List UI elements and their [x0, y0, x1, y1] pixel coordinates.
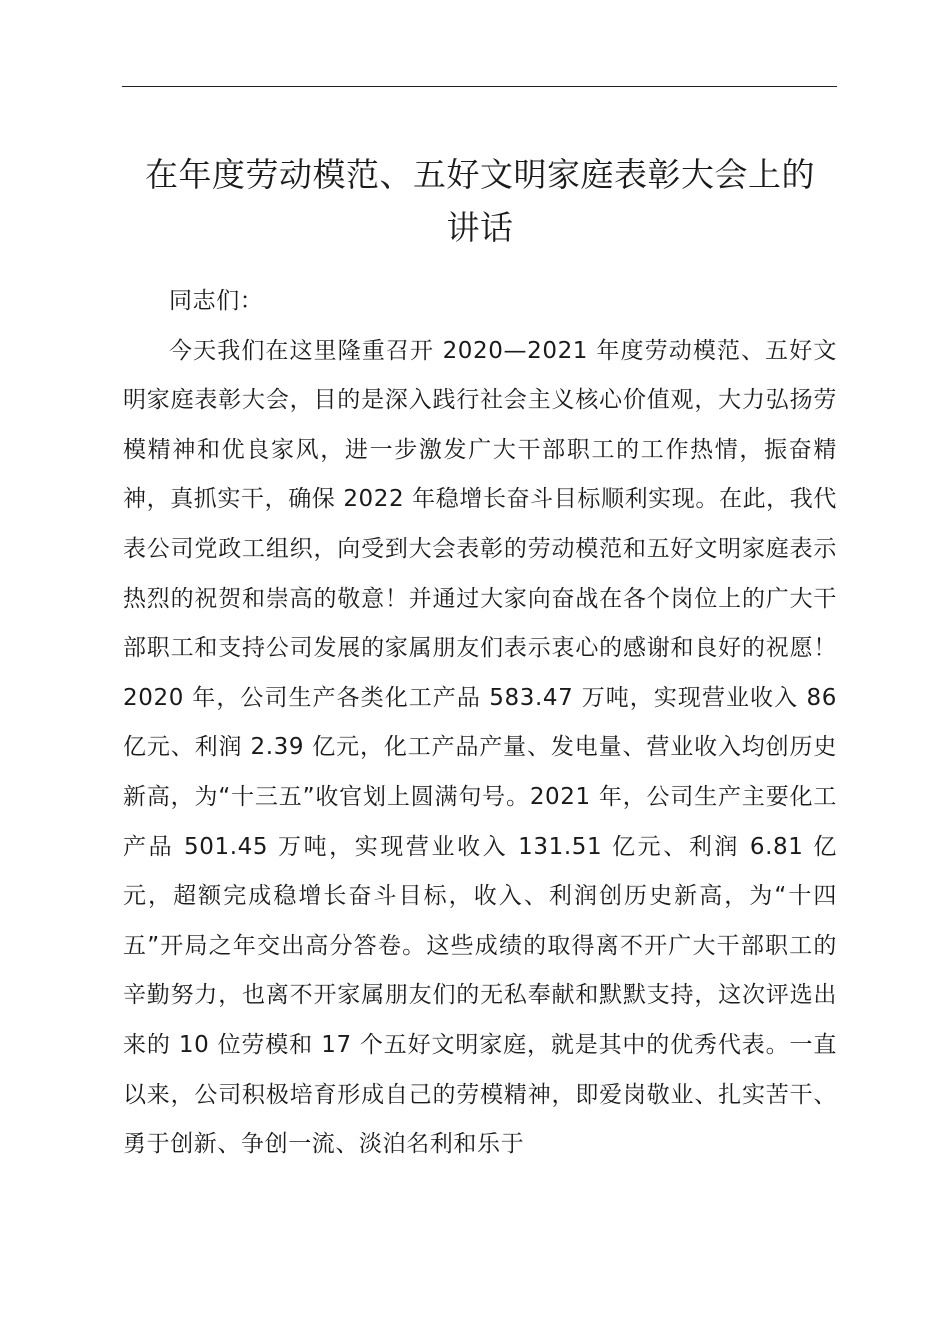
header-rule	[122, 86, 837, 87]
title-line-1: 在年度劳动模范、五好文明家庭表彰大会上的	[145, 155, 815, 194]
document-body	[123, 277, 837, 1170]
body-paragraph: 今天我们在这里隆重召开 2020—2021 年度劳动模范、五好文明家庭表彰大会，目的是深入践行社会主义核心价值观，大力弘扬劳模精神和优良家风，进一步激发广大干部职工的工作热情，振奋精神，真抓实干，确保 2022 年稳增长奋斗目标顺利实现。在此，我代表公司党政工组织，向受到大会表彰的劳动模范和五好文明家庭表示热烈的祝贺和崇高的敬意！并通过大家向奋战在各个岗位上的广大干部职工和支持公司发展的家属朋友们表示衷心的感谢和良好的祝愿！2020 年，公司生产各类化工产品 583.47 万吨，实现营业收入 86 亿元、利润 2.39 亿元，化工产品产量、发电量、营业收入均创历史新高，为“十三五”收官划上圆满句号。2021 年，公司生产主要化工产品 501.45 万吨，实现营业收入 131.51 亿元、利润 6.81 亿元，超额完成稳增长奋斗目标，收入、利润创历史新高，为“十四五”开局之年交出高分答卷。这些成绩的取得离不开广大干部职工的辛勤努力，也离不开家属朋友们的无私奉献和默默支持，这次评选出来的 10 位劳模和 17 个五好文明家庭，就是其中的优秀代表。一直以来，公司积极培育形成自己的劳模精神，即爱岗敬业、扎实苦干、勇于创新、争创一流、淡泊名利和乐于	[123, 337, 837, 1158]
title-line-2: 讲话	[446, 208, 514, 247]
document-title	[110, 148, 850, 254]
salutation: 同志们：	[169, 288, 264, 314]
